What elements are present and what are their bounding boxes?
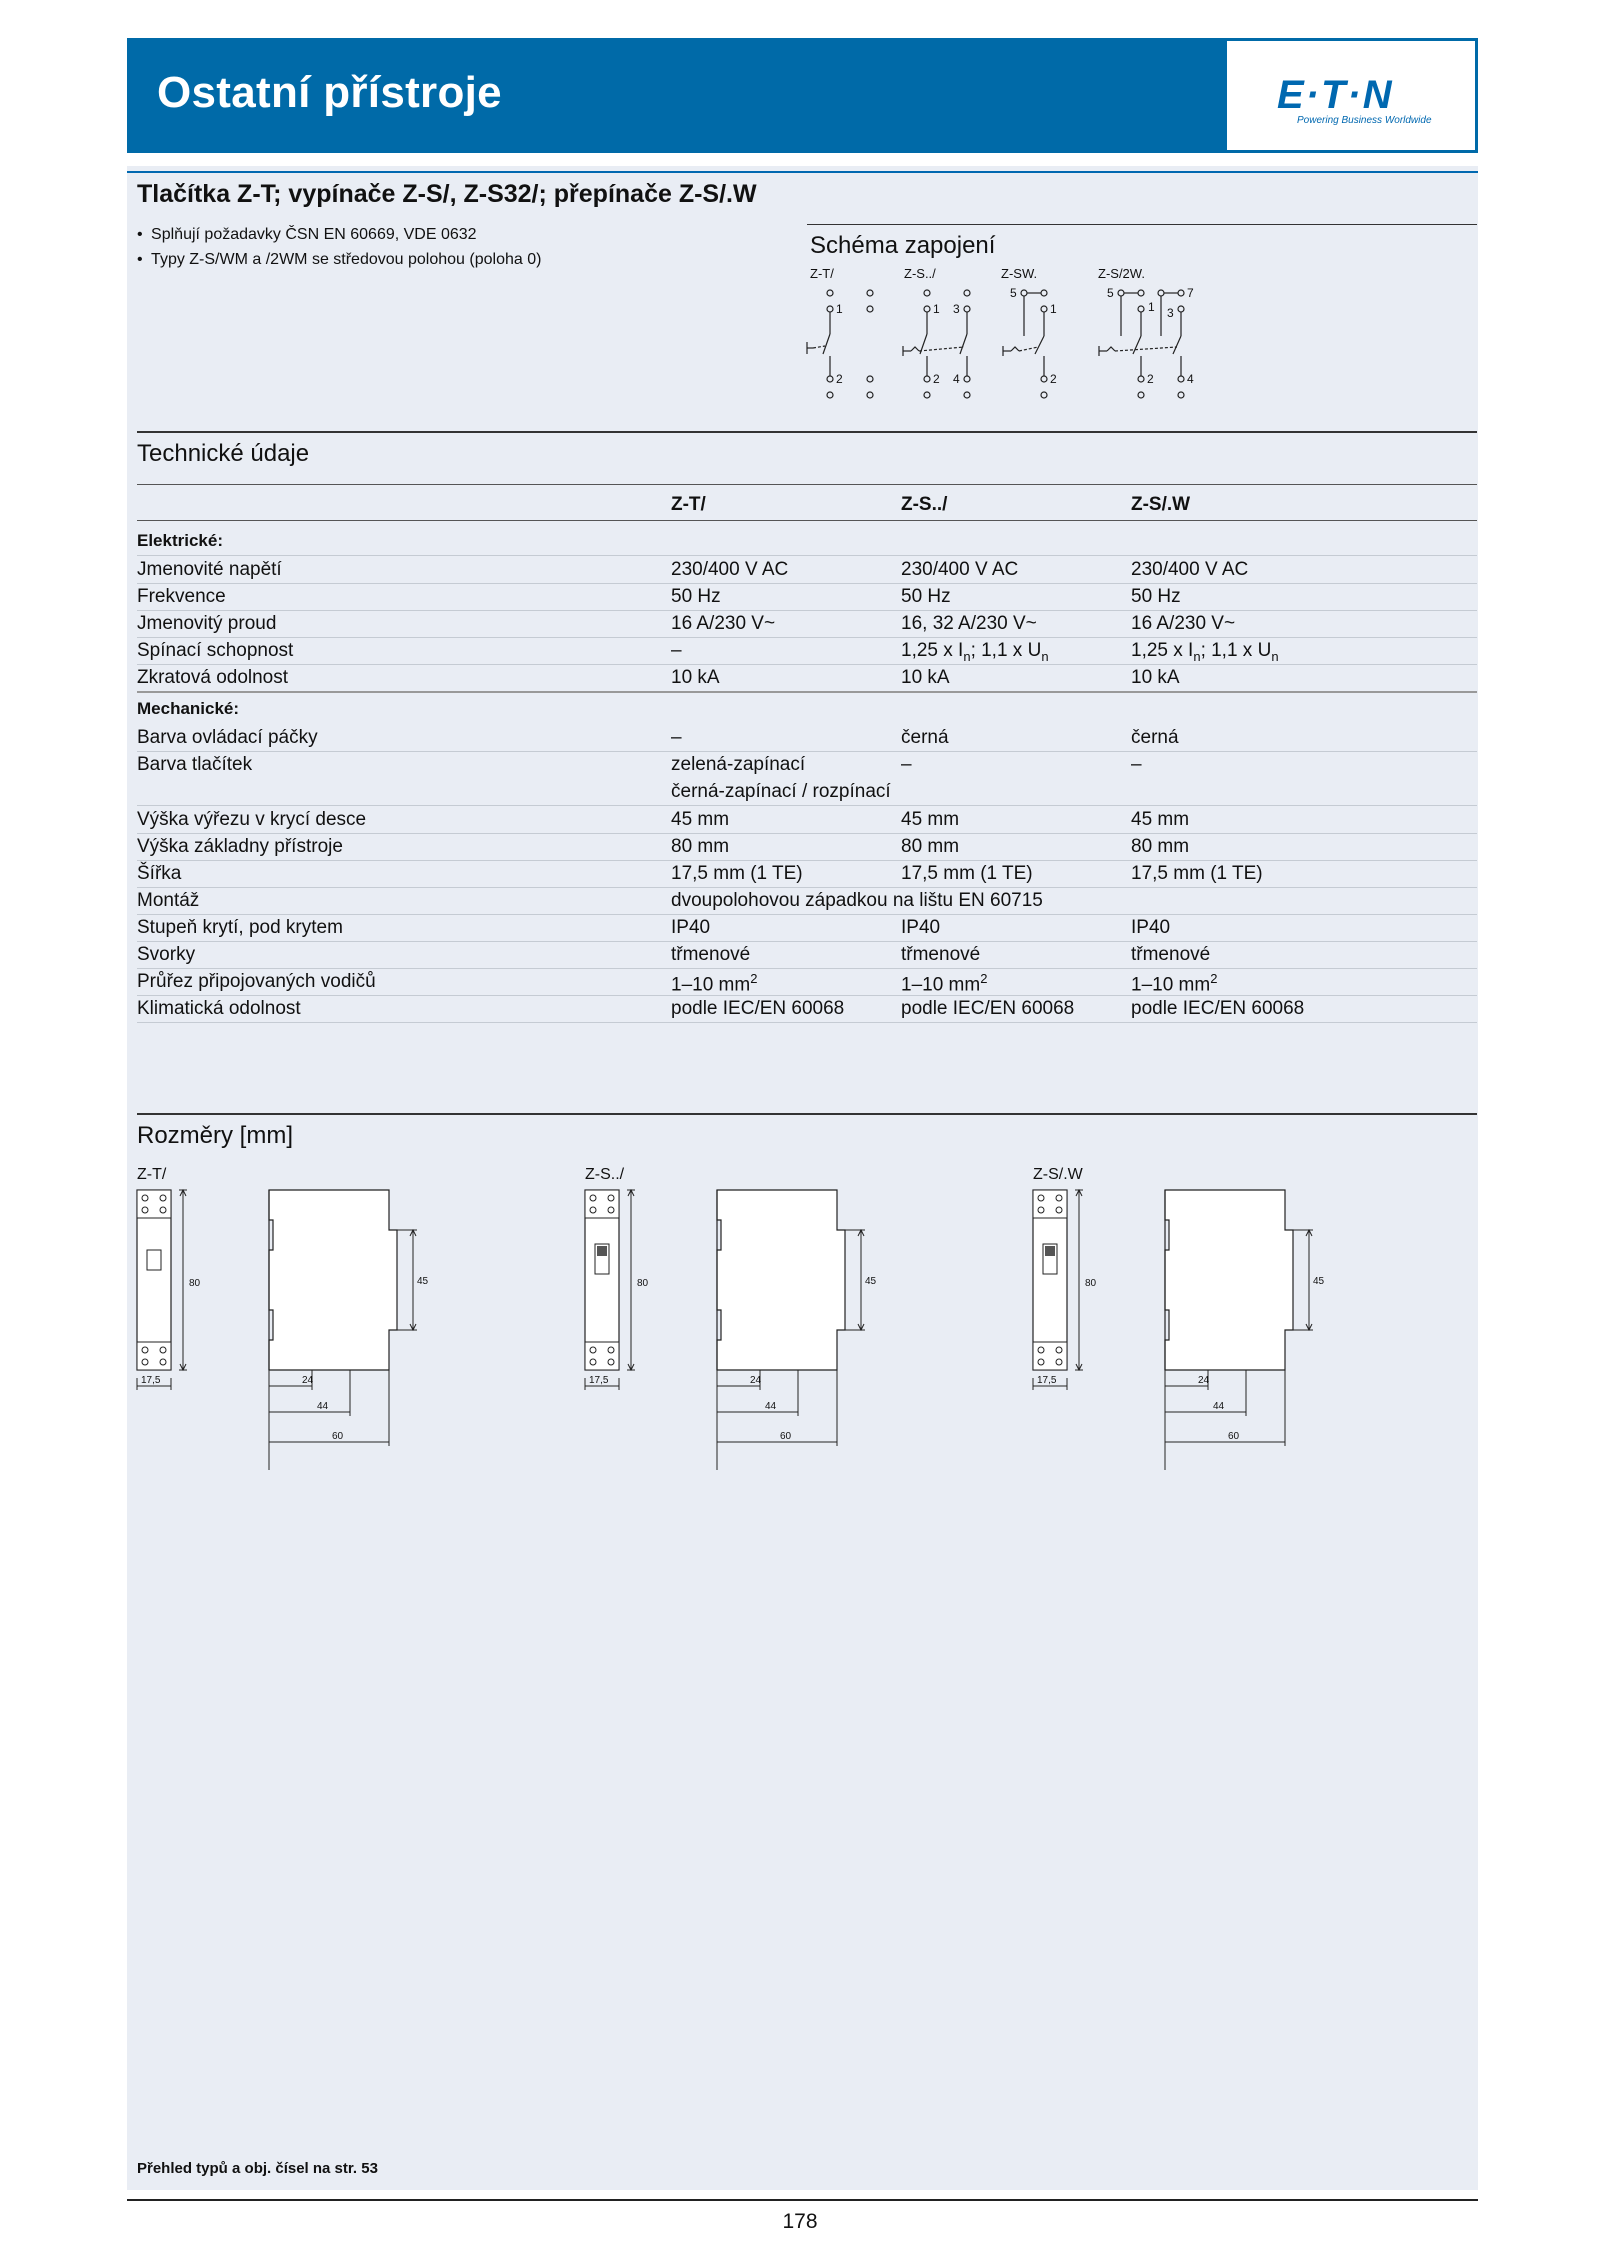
row-label: Jmenovitý proud bbox=[137, 613, 277, 634]
cell: 230/400 V AC bbox=[901, 559, 1019, 580]
terminal-label: 5 bbox=[1107, 286, 1114, 300]
schema-title: Schéma zapojení bbox=[810, 232, 996, 259]
svg-text:17,5: 17,5 bbox=[141, 1375, 161, 1386]
row-label: Výška základny přístroje bbox=[137, 836, 343, 857]
row-label: Jmenovité napětí bbox=[137, 559, 282, 580]
row-label: Montáž bbox=[137, 890, 200, 911]
row-label: Spínací schopnost bbox=[137, 640, 294, 661]
table-row bbox=[137, 664, 1477, 693]
svg-text:60: 60 bbox=[332, 1431, 344, 1442]
cell: 1–10 $mm^2$ bbox=[901, 971, 988, 996]
svg-text:24: 24 bbox=[1198, 1375, 1210, 1386]
cell: 1,25 x $I_n$; 1,1 x $U_n$ bbox=[901, 640, 1049, 664]
cell: 230/400 V AC bbox=[671, 559, 789, 580]
cell: 80 mm bbox=[1131, 836, 1190, 857]
dims-label-zsw: Z-S/.W bbox=[1033, 1166, 1083, 1183]
col-header: Z-S../ bbox=[901, 494, 948, 515]
product-title: Tlačítka Z-T; vypínače Z-S/, Z-S32/; přepínače Z-S/.W bbox=[137, 180, 757, 208]
table-row bbox=[137, 806, 1477, 834]
cell: 50 Hz bbox=[671, 586, 721, 607]
terminal-label: 2 bbox=[1147, 372, 1154, 386]
terminal-label: 4 bbox=[1187, 372, 1194, 386]
dim-drawing-zsw bbox=[1033, 1190, 1325, 1470]
cell: 45 mm bbox=[901, 809, 960, 830]
cell: 50 Hz bbox=[1131, 586, 1181, 607]
cell: třmenové bbox=[671, 944, 751, 965]
cell: – bbox=[671, 727, 682, 748]
table-row bbox=[137, 583, 1477, 611]
cell: – bbox=[1131, 754, 1142, 775]
cell: černá-zapínací / rozpínací bbox=[671, 781, 891, 802]
terminal-label: 5 bbox=[1010, 286, 1017, 300]
table-row bbox=[137, 914, 1477, 942]
cell: 1,25 x $I_n$; 1,1 x $U_n$ bbox=[1131, 640, 1279, 664]
cell: 17,5 mm (1 TE) bbox=[901, 863, 1033, 884]
terminal-label: 1 bbox=[1050, 302, 1057, 316]
terminal-label: 2 bbox=[933, 372, 940, 386]
cell: 80 mm bbox=[671, 836, 730, 857]
eaton-logo bbox=[1227, 41, 1475, 150]
table-row bbox=[137, 860, 1477, 888]
row-label: Svorky bbox=[137, 944, 196, 965]
dims-title: Rozměry [mm] bbox=[137, 1122, 293, 1149]
cell: třmenové bbox=[1131, 944, 1211, 965]
dims-divider bbox=[137, 1113, 1477, 1115]
table-row bbox=[137, 941, 1477, 969]
dim-drawing-zs bbox=[585, 1190, 877, 1470]
content-area bbox=[127, 166, 1478, 2190]
cell: 17,5 mm (1 TE) bbox=[1131, 863, 1263, 884]
svg-text:17,5: 17,5 bbox=[1037, 1375, 1057, 1386]
page-number: 178 bbox=[782, 2210, 818, 2233]
table-group-header bbox=[137, 696, 1477, 723]
terminal-label: 1 bbox=[933, 302, 940, 316]
row-label: Frekvence bbox=[137, 586, 226, 607]
table-row bbox=[137, 887, 1477, 915]
dims-label-zt: Z-T/ bbox=[137, 1166, 167, 1183]
svg-text:45: 45 bbox=[417, 1276, 429, 1287]
dims-label-zs: Z-S../ bbox=[585, 1166, 625, 1183]
table-row bbox=[137, 610, 1477, 638]
cell: třmenové bbox=[901, 944, 981, 965]
svg-text:45: 45 bbox=[865, 1276, 877, 1287]
svg-text:17,5: 17,5 bbox=[589, 1375, 609, 1386]
schema-label-zs2w: Z-S/2W. bbox=[1098, 266, 1145, 281]
table-header-row bbox=[137, 486, 1477, 521]
terminal-label: 1 bbox=[1148, 300, 1155, 314]
terminal-label: 2 bbox=[836, 372, 843, 386]
schema-label-zt: Z-T/ bbox=[810, 266, 834, 281]
row-label: Výška výřezu v krycí desce bbox=[137, 809, 367, 830]
row-label: Zkratová odolnost bbox=[137, 667, 289, 688]
footer-divider bbox=[127, 2199, 1478, 2201]
svg-text:44: 44 bbox=[1213, 1401, 1225, 1412]
terminal-label: 2 bbox=[1050, 372, 1057, 386]
terminal-label: 3 bbox=[1167, 306, 1174, 320]
svg-text:24: 24 bbox=[302, 1375, 314, 1386]
row-label: Barva tlačítek bbox=[137, 754, 253, 775]
cell: zelená-zapínací bbox=[671, 754, 806, 775]
table-row bbox=[137, 556, 1477, 584]
bullet-item: • Splňují požadavky ČSN EN 60669, VDE 0632 bbox=[137, 222, 541, 247]
cell: černá bbox=[901, 727, 949, 748]
table-row bbox=[137, 968, 1477, 996]
cell: 16 A/230 V~ bbox=[1131, 613, 1236, 634]
cell: dvoupolohovou západkou na lištu EN 60715 bbox=[671, 890, 1043, 911]
row-label: Barva ovládací páčky bbox=[137, 727, 318, 748]
svg-text:44: 44 bbox=[317, 1401, 329, 1412]
dim-drawing-zt bbox=[137, 1190, 429, 1470]
cell: 10 kA bbox=[1131, 667, 1180, 688]
col-header: Z-T/ bbox=[671, 494, 706, 515]
table-row bbox=[137, 637, 1477, 665]
cell: 50 Hz bbox=[901, 586, 951, 607]
terminal-label: 4 bbox=[953, 372, 960, 386]
table-row bbox=[137, 724, 1477, 752]
logo-tagline: Powering Business Worldwide bbox=[1297, 115, 1432, 126]
cell: podle IEC/EN 60068 bbox=[1131, 998, 1305, 1019]
terminal-label: 1 bbox=[836, 302, 843, 316]
dimension-drawings bbox=[127, 1190, 1478, 1442]
cell: 1–10 $mm^2$ bbox=[671, 971, 758, 996]
schema-label-zsw: Z-SW. bbox=[1001, 266, 1038, 281]
cell: 45 mm bbox=[671, 809, 730, 830]
col-header: Z-S/.W bbox=[1131, 494, 1191, 515]
cell: IP40 bbox=[1131, 917, 1171, 938]
cell: 230/400 V AC bbox=[1131, 559, 1249, 580]
wiring-diagram bbox=[807, 284, 1367, 404]
svg-text:60: 60 bbox=[1228, 1431, 1240, 1442]
svg-text:45: 45 bbox=[1313, 1276, 1325, 1287]
section-divider bbox=[127, 171, 1478, 173]
terminal-label: 7 bbox=[1187, 286, 1194, 300]
tech-header-line bbox=[137, 484, 1477, 485]
cell: IP40 bbox=[901, 917, 941, 938]
cell: 80 mm bbox=[901, 836, 960, 857]
svg-text:80: 80 bbox=[637, 1278, 649, 1289]
cell: podle IEC/EN 60068 bbox=[671, 998, 845, 1019]
cell: 1–10 $mm^2$ bbox=[1131, 971, 1218, 996]
cell: – bbox=[671, 640, 682, 661]
tech-title: Technické údaje bbox=[137, 440, 310, 467]
row-label: Šířka bbox=[137, 863, 182, 884]
cell: podle IEC/EN 60068 bbox=[901, 998, 1075, 1019]
schema-divider bbox=[807, 224, 1477, 225]
group-label: Elektrické: bbox=[137, 531, 223, 550]
svg-text:24: 24 bbox=[750, 1375, 762, 1386]
schema-label-zs: Z-S../ bbox=[904, 266, 936, 281]
svg-text:80: 80 bbox=[189, 1278, 201, 1289]
cell: 16, 32 A/230 V~ bbox=[901, 613, 1037, 634]
terminal-label: 3 bbox=[953, 302, 960, 316]
table-row bbox=[137, 833, 1477, 861]
svg-text:60: 60 bbox=[780, 1431, 792, 1442]
row-label: Průřez připojovaných vodičů bbox=[137, 971, 376, 992]
cell: – bbox=[901, 754, 912, 775]
cell: 17,5 mm (1 TE) bbox=[671, 863, 803, 884]
row-label: Klimatická odolnost bbox=[137, 998, 301, 1019]
logo-name: E·T·N bbox=[1277, 73, 1394, 117]
header-title: Ostatní přístroje bbox=[157, 68, 502, 117]
row-label: Stupeň krytí, pod krytem bbox=[137, 917, 343, 938]
cell: černá bbox=[1131, 727, 1179, 748]
svg-text:44: 44 bbox=[765, 1401, 777, 1412]
table-row bbox=[137, 995, 1477, 1023]
group-label: Mechanické: bbox=[137, 699, 240, 718]
product-bullets bbox=[137, 222, 541, 272]
cell: 16 A/230 V~ bbox=[671, 613, 776, 634]
page-header bbox=[127, 38, 1478, 153]
footer-note: Přehled typů a obj. čísel na str. 53 bbox=[137, 2160, 378, 2177]
bullet-item: • Typy Z-S/WM a /2WM se středovou polohou (poloha 0) bbox=[137, 247, 541, 272]
cell: IP40 bbox=[671, 917, 711, 938]
table-group-header bbox=[137, 528, 1477, 556]
cell: 10 kA bbox=[671, 667, 720, 688]
tech-divider bbox=[137, 431, 1477, 433]
cell: 45 mm bbox=[1131, 809, 1190, 830]
svg-text:80: 80 bbox=[1085, 1278, 1097, 1289]
table-row bbox=[137, 751, 1477, 806]
cell: 10 kA bbox=[901, 667, 950, 688]
